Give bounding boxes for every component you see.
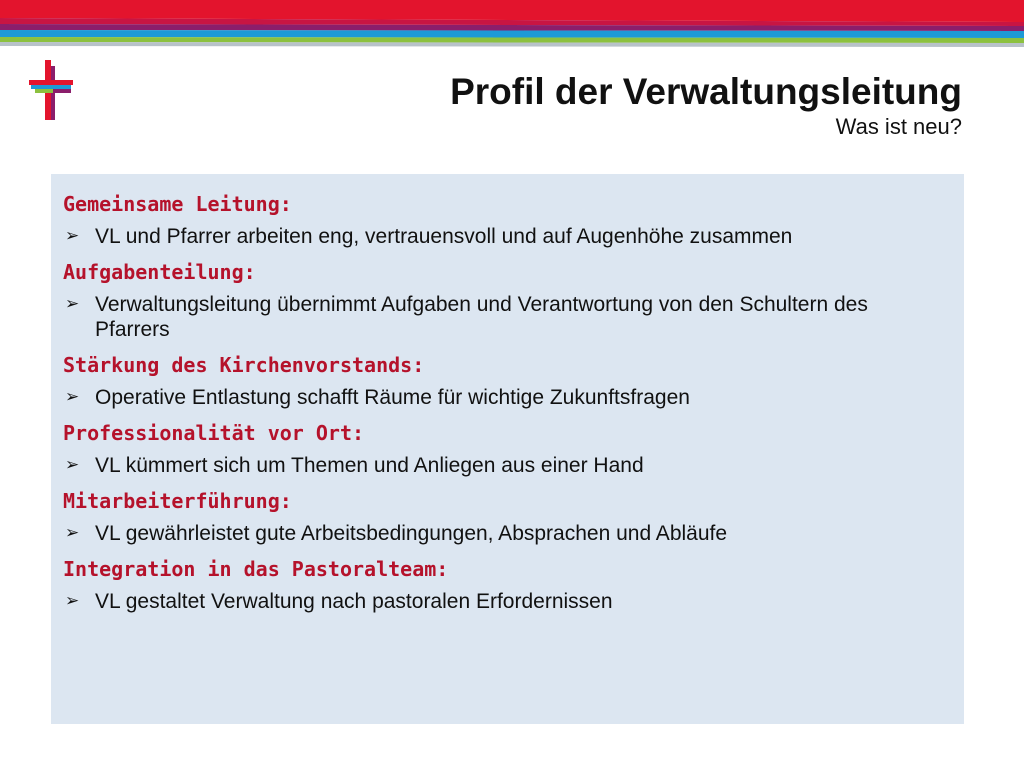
- section-professionalitaet: [63, 419, 948, 478]
- section-heading: Professionalität vor Ort:: [63, 421, 365, 445]
- arrow-bullet-icon: ➢: [65, 226, 80, 246]
- cross-logo-icon: [27, 60, 77, 122]
- section-heading: Aufgabenteilung:: [63, 260, 256, 284]
- section-heading: Integration in das Pastoralteam:: [63, 557, 449, 581]
- bullet-item: [63, 292, 948, 342]
- bullet-text: VL kümmert sich um Themen und Anliegen aus einer Hand: [95, 454, 644, 477]
- section-heading: Mitarbeiterführung:: [63, 489, 292, 513]
- bullet-item: [63, 224, 948, 249]
- bullet-text: VL und Pfarrer arbeiten eng, vertrauensvoll und auf Augenhöhe zusammen: [95, 225, 793, 248]
- section-heading: Stärkung des Kirchenvorstands:: [63, 353, 425, 377]
- bullet-item: [63, 521, 948, 546]
- title-block: [450, 70, 962, 140]
- section-staerkung-kirchenvorstand: [63, 351, 948, 410]
- bullet-item: [63, 453, 948, 478]
- section-aufgabenteilung: [63, 258, 948, 342]
- bullet-text: Operative Entlastung schafft Räume für wichtige Zukunftsfragen: [95, 386, 690, 409]
- color-stripe-banner: [0, 0, 1024, 60]
- arrow-bullet-icon: ➢: [65, 523, 80, 543]
- bullet-item: [63, 589, 948, 614]
- bullet-text: VL gestaltet Verwaltung nach pastoralen Erfordernissen: [95, 590, 613, 613]
- section-integration-pastoralteam: [63, 555, 948, 614]
- section-heading: Gemeinsame Leitung:: [63, 192, 292, 216]
- section-mitarbeiterfuehrung: [63, 487, 948, 546]
- arrow-bullet-icon: ➢: [65, 455, 80, 475]
- bullet-text: VL gewährleistet gute Arbeitsbedingungen, Absprachen und Abläufe: [95, 522, 728, 545]
- arrow-bullet-icon: ➢: [65, 294, 80, 314]
- arrow-bullet-icon: ➢: [65, 387, 80, 407]
- page-subtitle: Was ist neu?: [835, 114, 962, 139]
- content-box: [51, 174, 964, 724]
- bullet-text: Verwaltungsleitung übernimmt Aufgaben und Verantwortung von den Schultern des Pfarrers: [95, 293, 868, 341]
- arrow-bullet-icon: ➢: [65, 591, 80, 611]
- page-title: Profil der Verwaltungsleitung: [450, 71, 962, 112]
- section-gemeinsame-leitung: [63, 190, 948, 249]
- bullet-item: [63, 385, 948, 410]
